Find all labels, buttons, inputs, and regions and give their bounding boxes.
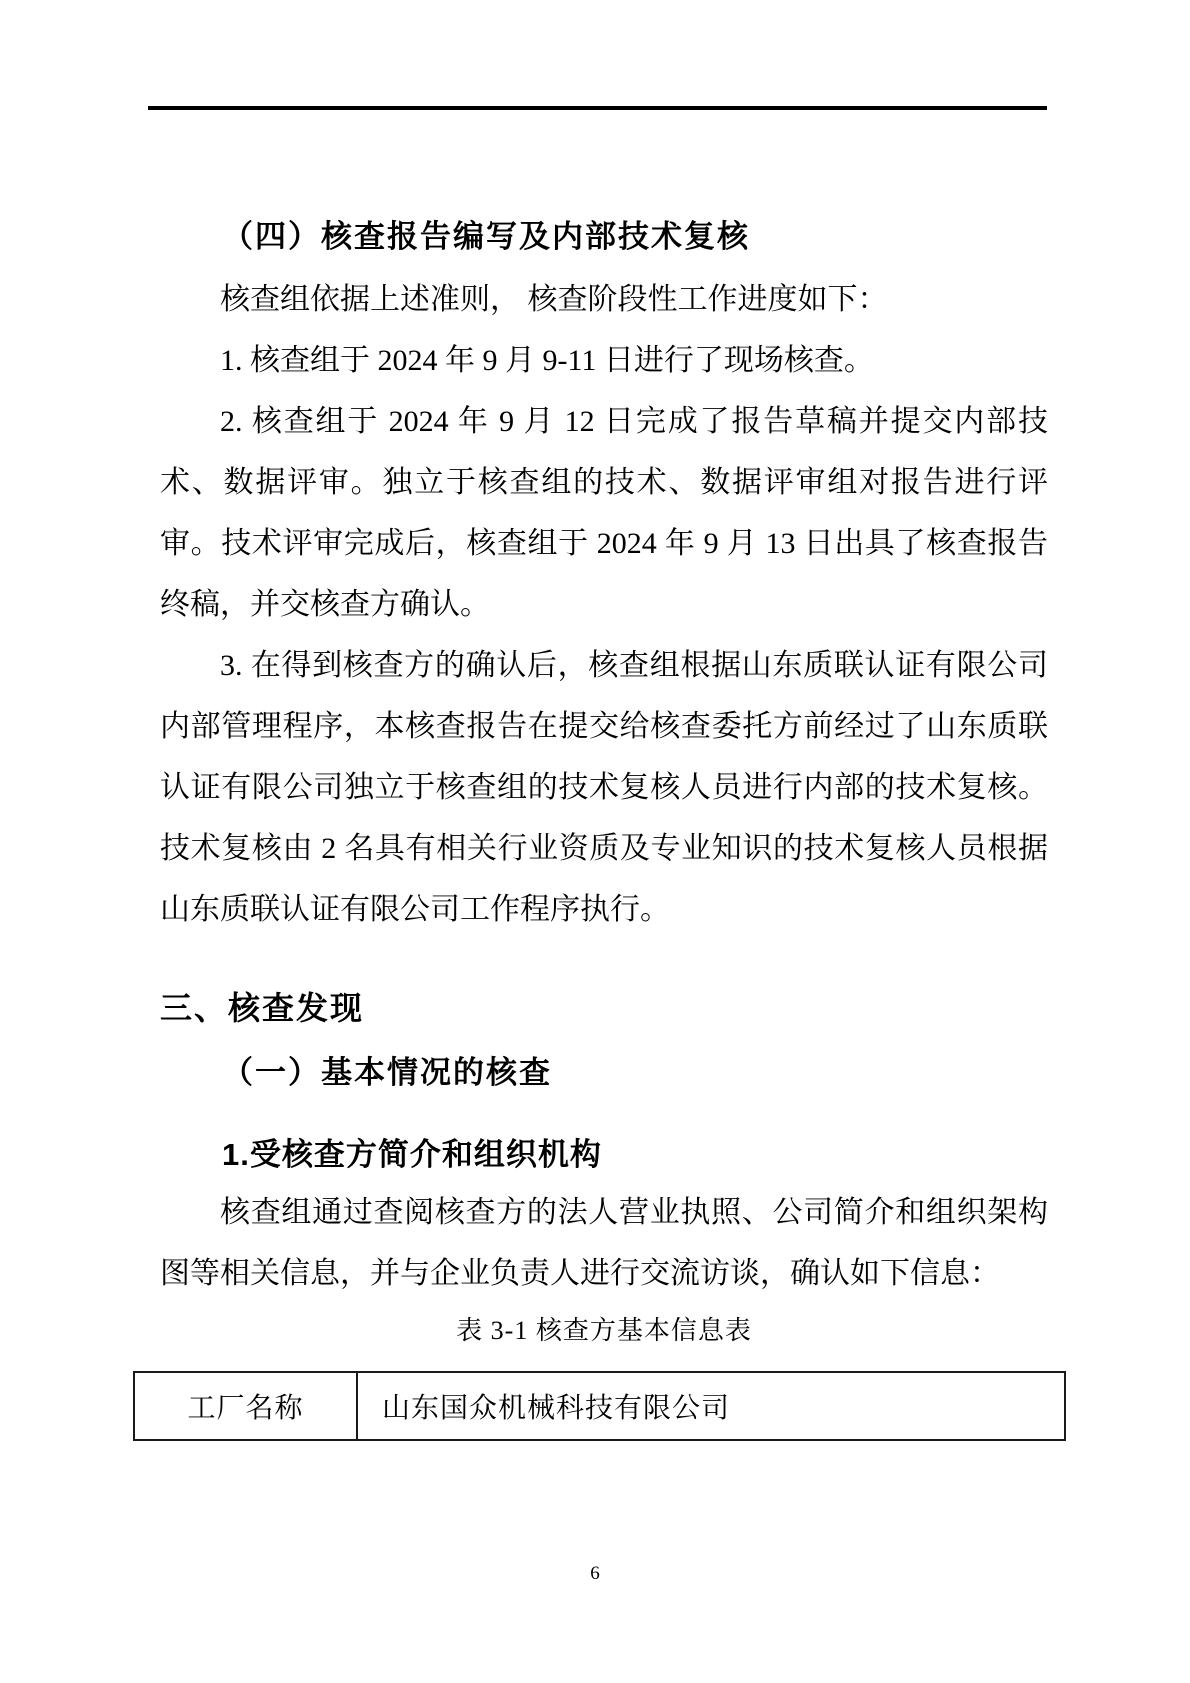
table-cell-factory-name-label: 工厂名称	[134, 1372, 357, 1440]
chapter-heading-findings: 三、核查发现	[160, 990, 365, 1026]
table-caption: 表 3-1 核查方基本信息表	[456, 1316, 752, 1345]
section-heading-report-writing: （四）核查报告编写及内部技术复核	[222, 219, 750, 254]
paragraph-item-3: 3. 在得到核查方的确认后，核查组根据山东质联认证有限公司内部管理程序，本核查报告在提交给核查委托方前经过了山东质联认证有限公司独立于核查组的技术复核人员进行内部的技术复核。技术复核由 2 名具有相关行业资质及专业知识的技术复核人员根据山东质联认证有限公司工作程序执行。	[160, 649, 1048, 926]
subsubsection-heading-profile: 1.受核查方简介和组织机构	[222, 1137, 602, 1172]
page-number: 6	[590, 1563, 600, 1584]
paragraph-basic-info: 核查组通过查阅核查方的法人营业执照、公司简介和组织架构图等相关信息，并与企业负责人进行交流访谈，确认如下信息：	[160, 1196, 1048, 1290]
page-content	[160, 110, 1048, 1441]
table-cell-factory-name-value: 山东国众机械科技有限公司	[357, 1372, 1065, 1440]
paragraph-item-1: 1. 核查组于 2024 年 9 月 9-11 日进行了现场核查。	[220, 344, 874, 377]
verifier-info-table	[133, 1371, 1066, 1441]
table-row-factory-name	[134, 1372, 1065, 1440]
paragraph-intro: 核查组依据上述准则， 核查阶段性工作进度如下：	[220, 283, 888, 316]
paragraph-item-2: 2. 核查组于 2024 年 9 月 12 日完成了报告草稿并提交内部技术、数据评审。独立于核查组的技术、数据评审组对报告进行评审。技术评审完成后，核查组于 2024 年 9 月 13 日出具了核查报告终稿，并交核查方确认。	[160, 405, 1048, 621]
subsection-heading-basic-check: （一）基本情况的核查	[222, 1055, 552, 1090]
